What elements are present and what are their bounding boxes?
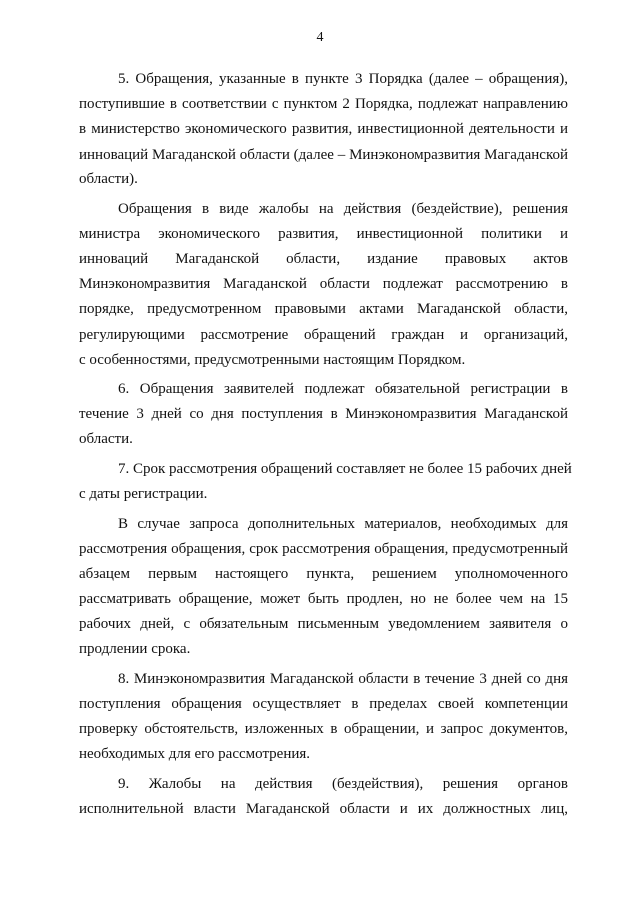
paragraph-8-line-3: проверку обстоятельств, изложенных в обращении, и запрос документов,	[79, 721, 568, 737]
paragraph-8-line-4: необходимых для его рассмотрения.	[79, 746, 311, 762]
paragraph-7b-line-6: продлении срока.	[79, 641, 191, 657]
paragraph-5b-line-4: Минэкономразвития Магаданской области подлежат рассмотрению в	[79, 276, 568, 292]
paragraph-8-line-2: поступления обращения осуществляет в пределах своей компетенции	[79, 696, 568, 712]
paragraph-5b-line-3: инноваций Магаданской области, издание правовых актов	[79, 251, 568, 267]
paragraph-6-line-2: течение 3 дней со дня поступления в Минэкономразвития Магаданской	[79, 406, 568, 422]
paragraph-5-line-4: инноваций Магаданской области (далее – Минэкономразвития Магаданской	[79, 147, 568, 163]
paragraph-7b-line-4: рассматривать обращение, может быть продлен, но не более чем на 15	[79, 591, 568, 607]
paragraph-8-line-1: 8. Минэкономразвития Магаданской области в течение 3 дней со дня	[118, 671, 568, 687]
paragraph-7b-line-3: абзацем первым настоящего пункта, решением уполномоченного	[79, 566, 568, 582]
paragraph-5-line-1: 5. Обращения, указанные в пункте 3 Порядка (далее – обращения),	[118, 71, 568, 87]
paragraph-7b-line-2: рассмотрения обращения, срок рассмотрения обращения, предусмотренный	[79, 541, 568, 557]
paragraph-5-line-2: поступившие в соответствии с пунктом 2 Порядка, подлежат направлению	[79, 96, 568, 112]
paragraph-7b-line-1: В случае запроса дополнительных материалов, необходимых для	[118, 516, 568, 532]
paragraph-5b-line-1: Обращения в виде жалобы на действия (бездействие), решения	[118, 201, 568, 217]
paragraph-7b-line-5: рабочих дней, с обязательным письменным уведомлением заявителя о	[79, 616, 568, 632]
paragraph-6-line-3: области.	[79, 431, 133, 447]
paragraph-6-line-1: 6. Обращения заявителей подлежат обязательной регистрации в	[118, 381, 568, 397]
paragraph-5-line-5: области).	[79, 171, 138, 187]
paragraph-5b-line-6: регулирующими рассмотрение обращений граждан и организаций,	[79, 327, 568, 343]
paragraph-5-line-3: в министерство экономического развития, инвестиционной деятельности и	[79, 121, 568, 137]
paragraph-7-line-2: с даты регистрации.	[79, 486, 208, 502]
paragraph-9-line-1: 9. Жалобы на действия (бездействия), решения органов	[118, 776, 568, 792]
paragraph-5b-line-7: с особенностями, предусмотренными настоящим Порядком.	[79, 352, 466, 368]
paragraph-5b-line-2: министра экономического развития, инвестиционной политики и	[79, 226, 568, 242]
paragraph-5b-line-5: порядке, предусмотренном правовыми актами Магаданской области,	[79, 301, 568, 317]
page-number: 4	[316, 30, 324, 45]
paragraph-7-line-1: 7. Срок рассмотрения обращений составляет не более 15 рабочих дней	[118, 461, 572, 477]
paragraph-9-line-2: исполнительной власти Магаданской области и их должностных лиц,	[79, 801, 568, 817]
